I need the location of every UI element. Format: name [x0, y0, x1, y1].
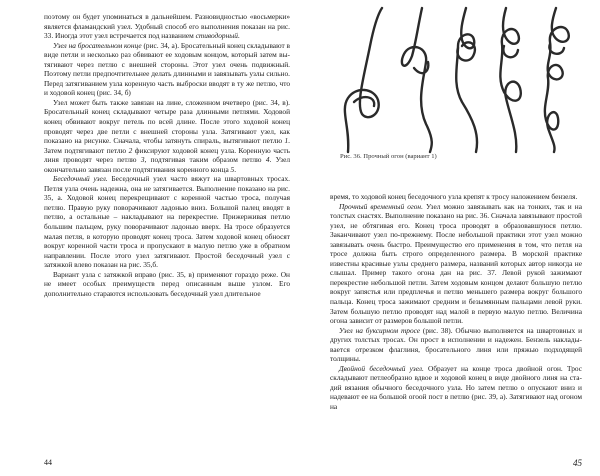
figure-caption: Рис. 36. Прочный огон (вариант 1) [340, 153, 437, 160]
paragraph [44, 270, 290, 299]
italic-run: 3 [140, 155, 145, 165]
text-run: Узел может быть также завязан на лине, сложенном вчетверо (рис. 34, в). Бросательный конец складывают четыре раза длинными петлями. Ходовой конец обвивают вокруг петель по всей длине. После этого ходовой конец проводят через две петли с внешней стороны узла. Затягивают узел, как показано на рисунке. Сначала, чтобы затянуть спираль, вытягивают петлю [44, 97, 290, 146]
italic-run: Двойной беседочный узел. [339, 363, 424, 373]
italic-run: Беседочный узел. [53, 174, 108, 184]
italic-run: 1 [284, 136, 289, 146]
knot-step-5-loop [549, 44, 564, 54]
italic-run: 4 [265, 155, 270, 165]
knot-step-4-rope [500, 8, 520, 152]
knot-step-2-rope [402, 8, 432, 152]
knot-step-3-rope [456, 8, 477, 152]
page-number-right: 45 [573, 458, 582, 468]
italic-run: 5 [230, 164, 235, 174]
paragraph [44, 174, 290, 269]
text-run: Беседочный узел часто вяжут на швартовных тросах. Петля узла очень надежна, она не затягивается. Выполнение показано на рис. 35, а. Ходовой конец перекрещивают с коренной частью троса, получая петлю. Правую руку поворачивают ладонью вниз. Большой палец вводят в петлю, а остальные – накладывают на перекрестие. Прижерживая петлю большим пальцем, руку поворачивают ладонью вверх. На тросе образуется малая петля, в которую проводят конец троса. Затем ходовой конец обносят вокруг коренной части троса и пропускают в малую петлю уже в обратном направлении. После этого узел затягивают. Простой беседочный узел с затяжкой влево показан на рис. 35,б. [44, 174, 290, 270]
left-page-text-column [44, 12, 290, 298]
knot-step-1-rope [345, 8, 382, 152]
knot-illustration [334, 6, 586, 154]
right-page-text-column [330, 192, 582, 412]
knot-step-5-rope [545, 8, 569, 152]
paragraph [330, 192, 582, 202]
paragraph [330, 364, 582, 412]
right-page [300, 0, 600, 476]
italic-run: 2 [128, 145, 133, 155]
text-run: (рис. 34, а). Бросательный конец складывают в виде петли и несколько раз обвивают ее ходовым концом, который затем вытягивают через петлю с внешней стороны. Этот узел очень подвижный. Поэтому петли предпочтительнее делать длинными и завязывать узлы сильно. Перед затягиванием узла коренную часть выброски вводят в ту же петлю, что и ходовой конец (рис. 34, б) [44, 40, 290, 98]
italic-run: Узел на бросательном конце [53, 40, 142, 50]
text-run: . [234, 164, 237, 174]
text-run: Узел можно завязывать как на тонких, так и на толстых снастях. Выполнение показано на рис. 36. Сначала завязывают простой узел, не обтягивая его. Конец троса проводят в образовавшуюся петлю. Заканчивают узел по-прежнему. После небольшой практики этот узел можно завязывать очень быстро. Преимущество его применения в том, что петля на тросе должна быть строго определенного размера. В морской практике известны красивые узлы среднего размера, названий которых автор никогда не слышал. Пример такого огона дан на рис. 37. Левой рукой зажимают перекрестие небольшой петли. Затем ходовым концом делают большую петлю вокруг запястья или предплечья и петлю меньшего размера вокруг большого пальца. Конец троса зажимают средним и безымянным пальцами левой руки. Затем большую петлю проводят над малой в первую малую петлю. Величина огона зависит от размеров большой петли. [330, 201, 582, 326]
knot-step-4-loop [503, 46, 518, 57]
page-number-left: 44 [44, 458, 52, 467]
knot-figure [334, 6, 586, 154]
knot-step-1-loop [354, 97, 374, 106]
paragraph [330, 326, 582, 364]
paragraph [44, 12, 290, 41]
text-run: . Затем подтягивают петлю [44, 136, 290, 155]
italic-run: Прочный временный огон. [339, 201, 423, 211]
text-run: фиксируют ходовой конец узла. Коренную часть линя проводят через петлю [44, 145, 290, 165]
text-run: время, то ходовой конец беседочного узла крепят к тросу наложением бензеля. [330, 192, 578, 201]
knot-step-3-loop [457, 42, 475, 60]
text-run: . Узел окончательно завязан после подтягивания коренного конца [44, 155, 290, 174]
paragraph [44, 41, 290, 98]
text-run: (рис. 38). Обычно выполняется на швартовных и других толстых тросах. Он прост в исполнении и надежен. Бензель накладывается отрезком флаглиня, бросательного линя или пряжью подходящей толщины. [330, 325, 582, 364]
paragraph [330, 202, 582, 326]
text-run: Вариант узла с затяжкой вправо (рис. 35, в) применяют гораздо реже. Он не имеет особых преимуществ перед описанным выше узлом. Его дополнительно стараются использовать беседочный узел длительное [44, 269, 290, 298]
text-run: . [237, 31, 240, 41]
text-run: поэтому он будет упоминаться в дальнейшем. Разновидностью «восьмерки» является фламандский узел. Удобный способ его выполнения показан на рис. 33. Иногда этот узел встречается под названием [44, 12, 290, 41]
text-run: Образует на конце троса двойной огон. Трос складывают петлеобразно вдвое и ходовой конец в виде двойного линя на стадий вязания обычного беседочного узла. Но затем петлю о опускают вниз и надевают ее на большой огоой пост в петлю (рис. 39, а). Затягивают над огоном на [330, 363, 582, 412]
text-run: , подтягивая таким образом петлю [144, 155, 266, 165]
italic-run: Узел на буксирном тросе [339, 325, 421, 335]
italic-run: стиводорный [195, 31, 238, 41]
paragraph [44, 98, 290, 174]
